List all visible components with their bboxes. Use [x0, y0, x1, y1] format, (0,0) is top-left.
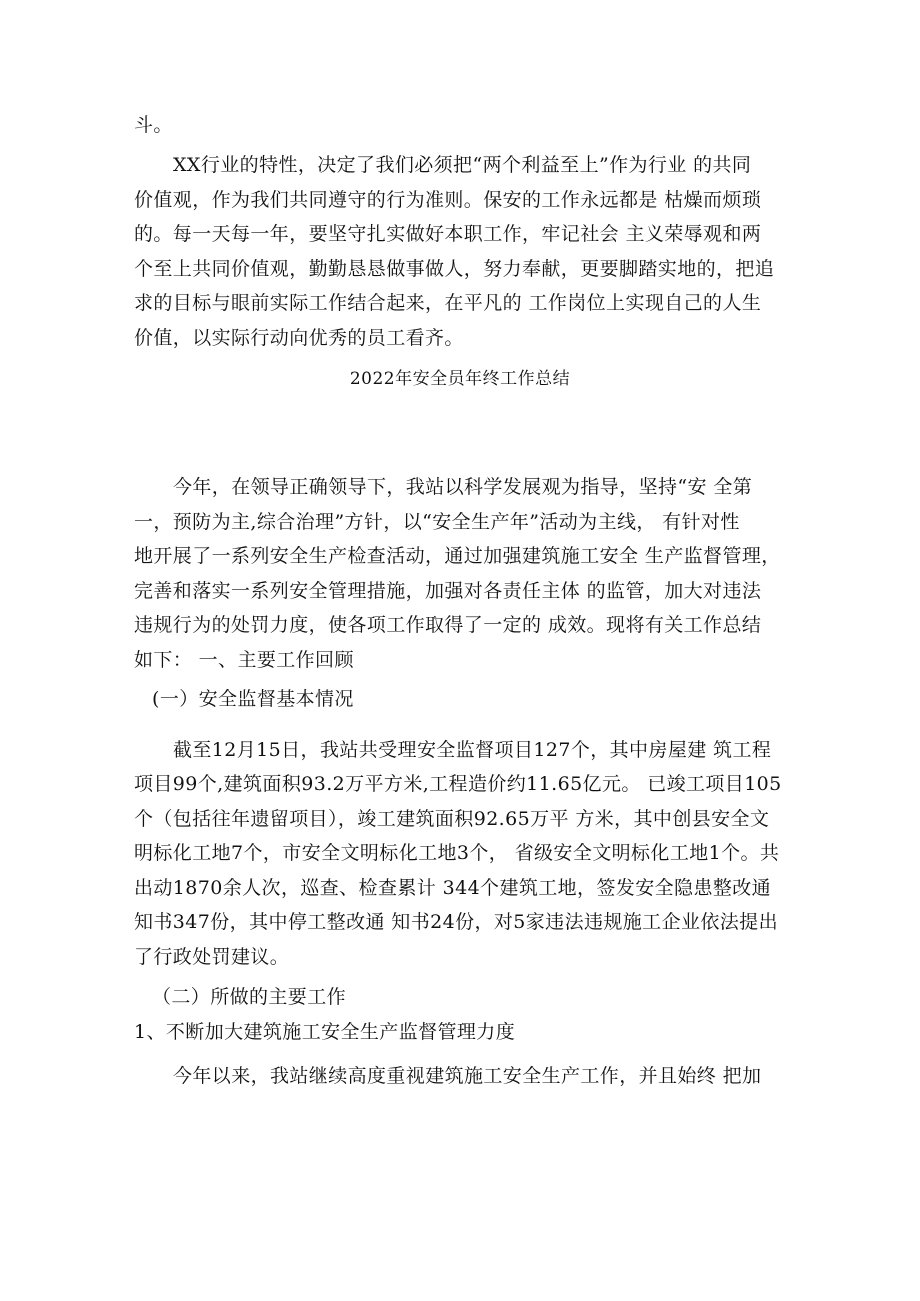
para1-line6: 求的目标与眼前实际工作结合起来，在平凡的 工作岗位上实现自己的人生: [134, 292, 762, 314]
section-heading-2: （二）所做的主要工作: [152, 986, 347, 1008]
para1-line4: 的。每一天每一年，要坚守扎实做好本职工作，牢记社会 主义荣辱观和两: [134, 223, 762, 245]
para3-line4: 明标化工地7个，市安全文明标化工地3个， 省级安全文明标化工地1个。共: [134, 842, 780, 864]
para2-line3: 地开展了一系列安全生产检查活动，通过加强建筑施工安全 生产监督管理，: [134, 545, 781, 567]
para2-line2: 一，预防为主,综合治理”方针，以“安全生产年”活动为主线， 有针对性: [134, 511, 740, 533]
para2-line1: 今年，在领导正确领导下，我站以科学发展观为指导，坚持“安 全第: [173, 476, 753, 498]
document-title: 2022年安全员年终工作总结: [349, 369, 571, 389]
para1-line7: 价值，以实际行动向优秀的员工看齐。: [134, 327, 464, 349]
para2-line4: 完善和落实一系列安全管理措施，加强对各责任主体 的监管，加大对违法: [134, 580, 762, 602]
para2-line5: 违规行为的处罚力度，使各项工作取得了一定的 成效。现将有关工作总结: [134, 614, 762, 636]
para3-line2: 项目99个,建筑面积93.2万平方米,工程造价约11.65亿元。 已竣工项目105: [134, 773, 782, 795]
list-item-1: 1、不断加大建筑施工安全生产监督管理力度: [134, 1021, 516, 1043]
para1-line5: 个至上共同价值观，勤勤恳恳做事做人，努力奉献，更要脚踏实地的，把追: [134, 258, 775, 280]
para3-line6: 知书347份，其中停工整改通 知书24份，对5家违法违规施工企业依法提出: [134, 911, 778, 933]
para3-line1: 截至12月15日，我站共受理安全监督项目127个，其中房屋建 筑工程: [173, 739, 772, 761]
para3-line7: 了行政处罚建议。: [134, 946, 290, 968]
section-heading-1: (一）安全监督基本情况: [152, 688, 354, 710]
para4-line1: 今年以来，我站继续高度重视建筑施工安全生产工作，并且始终 把加: [173, 1065, 762, 1087]
para3-line5: 出动1870余人次，巡查、检查累计 344个建筑工地，签发安全隐患整改通: [134, 877, 772, 899]
para1-line3: 价值观，作为我们共同遵守的行为准则。保安的工作永远都是 枯燥而烦琐: [134, 189, 762, 211]
para1-line1: 斗。: [134, 114, 173, 136]
para1-line2: XX行业的特性，决定了我们必须把“两个利益至上”作为行业 的共同: [173, 154, 752, 176]
para3-line3: 个（包括往年遗留项目），竣工建筑面积92.65万平 方米，其中创县安全文: [134, 808, 770, 830]
para2-line6: 如下： 一、主要工作回顾: [134, 649, 354, 671]
